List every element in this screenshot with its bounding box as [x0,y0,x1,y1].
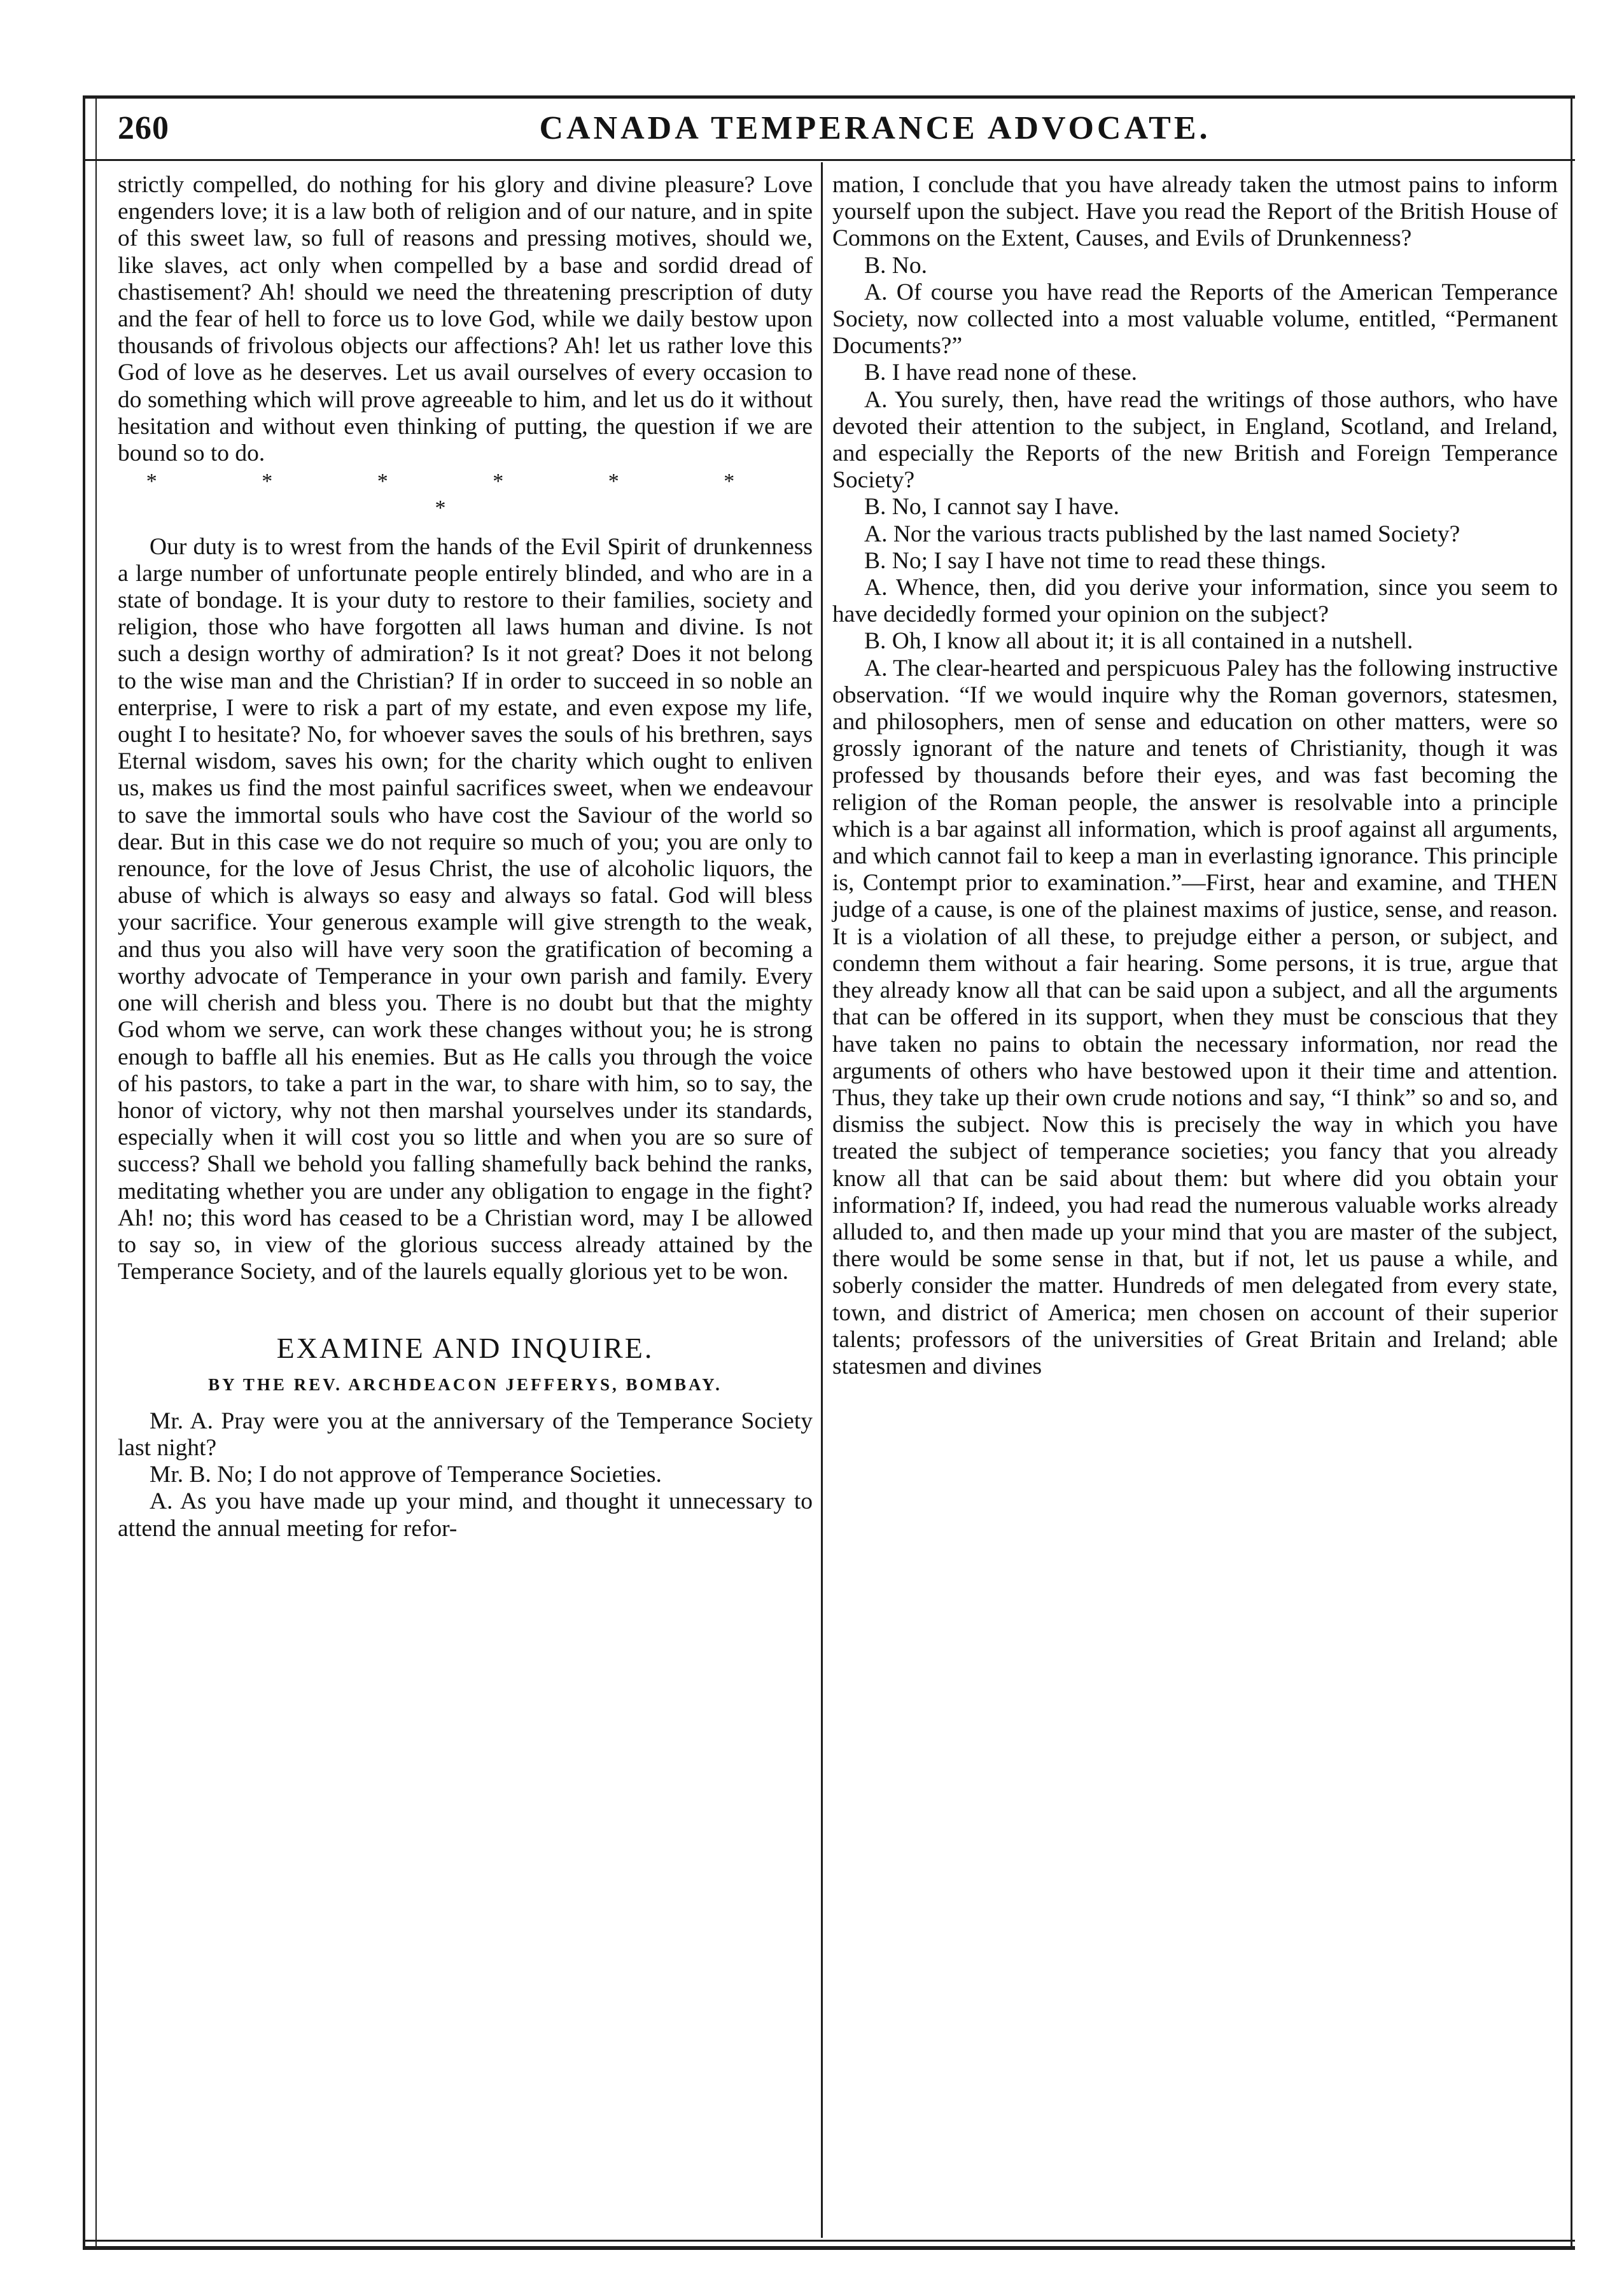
bottom-thick-rule [83,2246,1575,2250]
left-inner-rule [95,95,97,2250]
dialog-line: Mr. A. Pray were you at the anniversary of the Temperance Society last night? [118,1407,813,1461]
dialog-line: B. No; I say I have not time to read these things. [864,547,1326,574]
publication-title: CANADA TEMPERANCE ADVOCATE. [539,110,1211,146]
dialog-line: A. Nor the various tracts published by the last named Society? [864,520,1460,547]
left-border-rule [83,95,85,2250]
article-title: EXAMINE AND INQUIRE. [276,1332,654,1365]
dialog-line: B. I have read none of these. [864,360,1137,386]
header-underline-rule [83,159,1575,161]
right-column [832,172,1558,1380]
page-number: 260 [118,110,169,146]
page-header [118,109,1556,154]
bottom-border-rule [83,2240,1575,2242]
dialog-line: A. Whence, then, did you derive your information, since you seem to have decidedly formed your opinion on the subject? [832,575,1558,628]
dialog-line: B. Oh, I know all about it; it is all contained in a nutshell. [864,628,1413,655]
left-paragraph-2: Our duty is to wrest from the hands of the Evil Spirit of drunkenness a large number of unfortunate people entirely blinded, and who are in a state of bondage. It is your duty to restore to their families, society and religion, those who have forgotten all laws human and divine. Is not such a design worthy of admiration? Is it not great? Does it not belong to the wise man and the Christian? If in order to succeed in so noble an enterprise, I were to risk a part of my estate, and even expose my life, ought I to hesitate? No, for whoever saves the souls of his brethren, says Eternal wisdom, saves his own; for the charity which ought to enliven us, makes us find the most painful sacrifices sweet, when we endeavour to save the immortal souls who have cost the Saviour of the world so dear. But in this case we do not require so much of you; you are only to renounce, for the love of Jesus Christ, the use of alcoholic liquors, the abuse of which is always so easy and always so fatal. God will bless your sacrifice. Your generous example will give strength to the weak, and thus you also will have very soon the gratification of becoming a worthy advocate of Temperance in your own parish and family. Every one will cherish and bless you. There is no doubt but that the mighty God whom we serve, can work these changes without you; he is strong enough to baffle all his enemies. But as He calls you through the voice of his pastors, to take a part in the war, to share with him, so to say, the honor of victory, why not then marshal yourselves under its standards, especially when it will cost you so little and when you are so sure of success? Shall we behold you falling shamefully back behind the ranks, meditating whether you are under any obligation to engage in the fight? Ah! no; this word has ceased to be a Christian word, may I be allowed to say so, in view of the glorious success already attained by the Temperance Society, and of the laurels equally glorious yet to be won. [118,533,813,1285]
dialog-line: A. As you have made up your mind, and thought it unnecessary to attend the annual meeting for refor- [118,1488,813,1542]
right-border-rule [1571,95,1572,2250]
dialog-line: Mr. B. No; I do not approve of Temperance Societies. [150,1462,662,1488]
dialog-line: mation, I conclude that you have already taken the utmost pains to inform yourself upon the subject. Have you read the Report of the British House of Commons on the Extent, Causes, and Evils of Drunkenness? [832,172,1558,252]
dialog-line: B. No, I cannot say I have. [864,494,1119,520]
dialog-line: A. Of course you have read the Reports of the American Temperance Society, now collected into a most valuable volume, entitled, “Permanent Documents?” [832,279,1558,360]
top-border-rule [83,95,1575,99]
column-divider-rule [821,162,823,2238]
article-byline: BY THE REV. ARCHDEACON JEFFERYS, BOMBAY. [208,1374,722,1394]
dialog-line: A. The clear-hearted and perspicuous Paley has the following instructive observation. “If we would inquire why the Roman governors, statesmen, and philosophers, men of sense and education on other matters, were so grossly ignorant of the nature and tenets of Christianity, though it was professed by thousands before their eyes, and was fast becoming the religion of the Roman people, the answer is resolvable into a principle which is a bar against all information, which is proof against all arguments, and which cannot fail to keep a man in everlasting ignorance. This principle is, Contempt prior to examination.”—First, hear and examine, and THEN judge of a cause, is one of the plainest maxims of justice, sense, and reason. It is a violation of all these, to prejudge either a person, or subject, and condemn them without a fair hearing. Some persons, it is true, argue that they already know all that can be said upon a subject, and all the arguments that can be offered in its support, when they must be conscious that they have taken no pains to obtain the necessary information, nor read the arguments of others who have bestowed upon it their time and attention. Thus, they take up their own crude notions and say, “I think” so and so, and dismiss the subject. Now this is precisely the way in which you have treated the subject of temperance societies; you fancy that you already know all that can be said about them: but where did you obtain your information? If, indeed, you had read the numerous valuable works already alluded to, and then made up your mind that you are master of the subject, there would be some sense in that, but if not, let us pause a while, and soberly consider the matter. Hundreds of men delegated from every state, town, and district of America; men chosen on account of their superior talents; professors of the universities of Great Britain and Ireland; able statesmen and divines [832,655,1558,1379]
section-break-stars: * * * * * * * [146,470,785,520]
left-paragraph-1: strictly compelled, do nothing for his glory and divine pleasure? Love engenders love; it is a law both of religion and of our nature, and in spite of this sweet law, so full of reasons and pressing motives, should we, like slaves, act only when compelled by a base and sordid dread of chastisement? Ah! should we need the threatening prescription of duty and the fear of hell to force us to love God, while we daily bestow upon thousands of frivolous objects our affections? Ah! let us rather love this God of love as he deserves. Let us avail ourselves of every occasion to do something which will prove agreeable to him, and let us do it without hesitation and without even thinking of putting, the question if we are bound so to do. [118,172,813,467]
left-column [118,172,813,1542]
dialog-line: A. You surely, then, have read the writings of those authors, who have devoted their attention to the subject, in England, Scotland, and Ireland, and especially the Reports of the new British and Foreign Temperance Society? [832,386,1558,494]
dialog-line: B. No. [864,252,927,279]
newspaper-page [70,70,1588,2240]
